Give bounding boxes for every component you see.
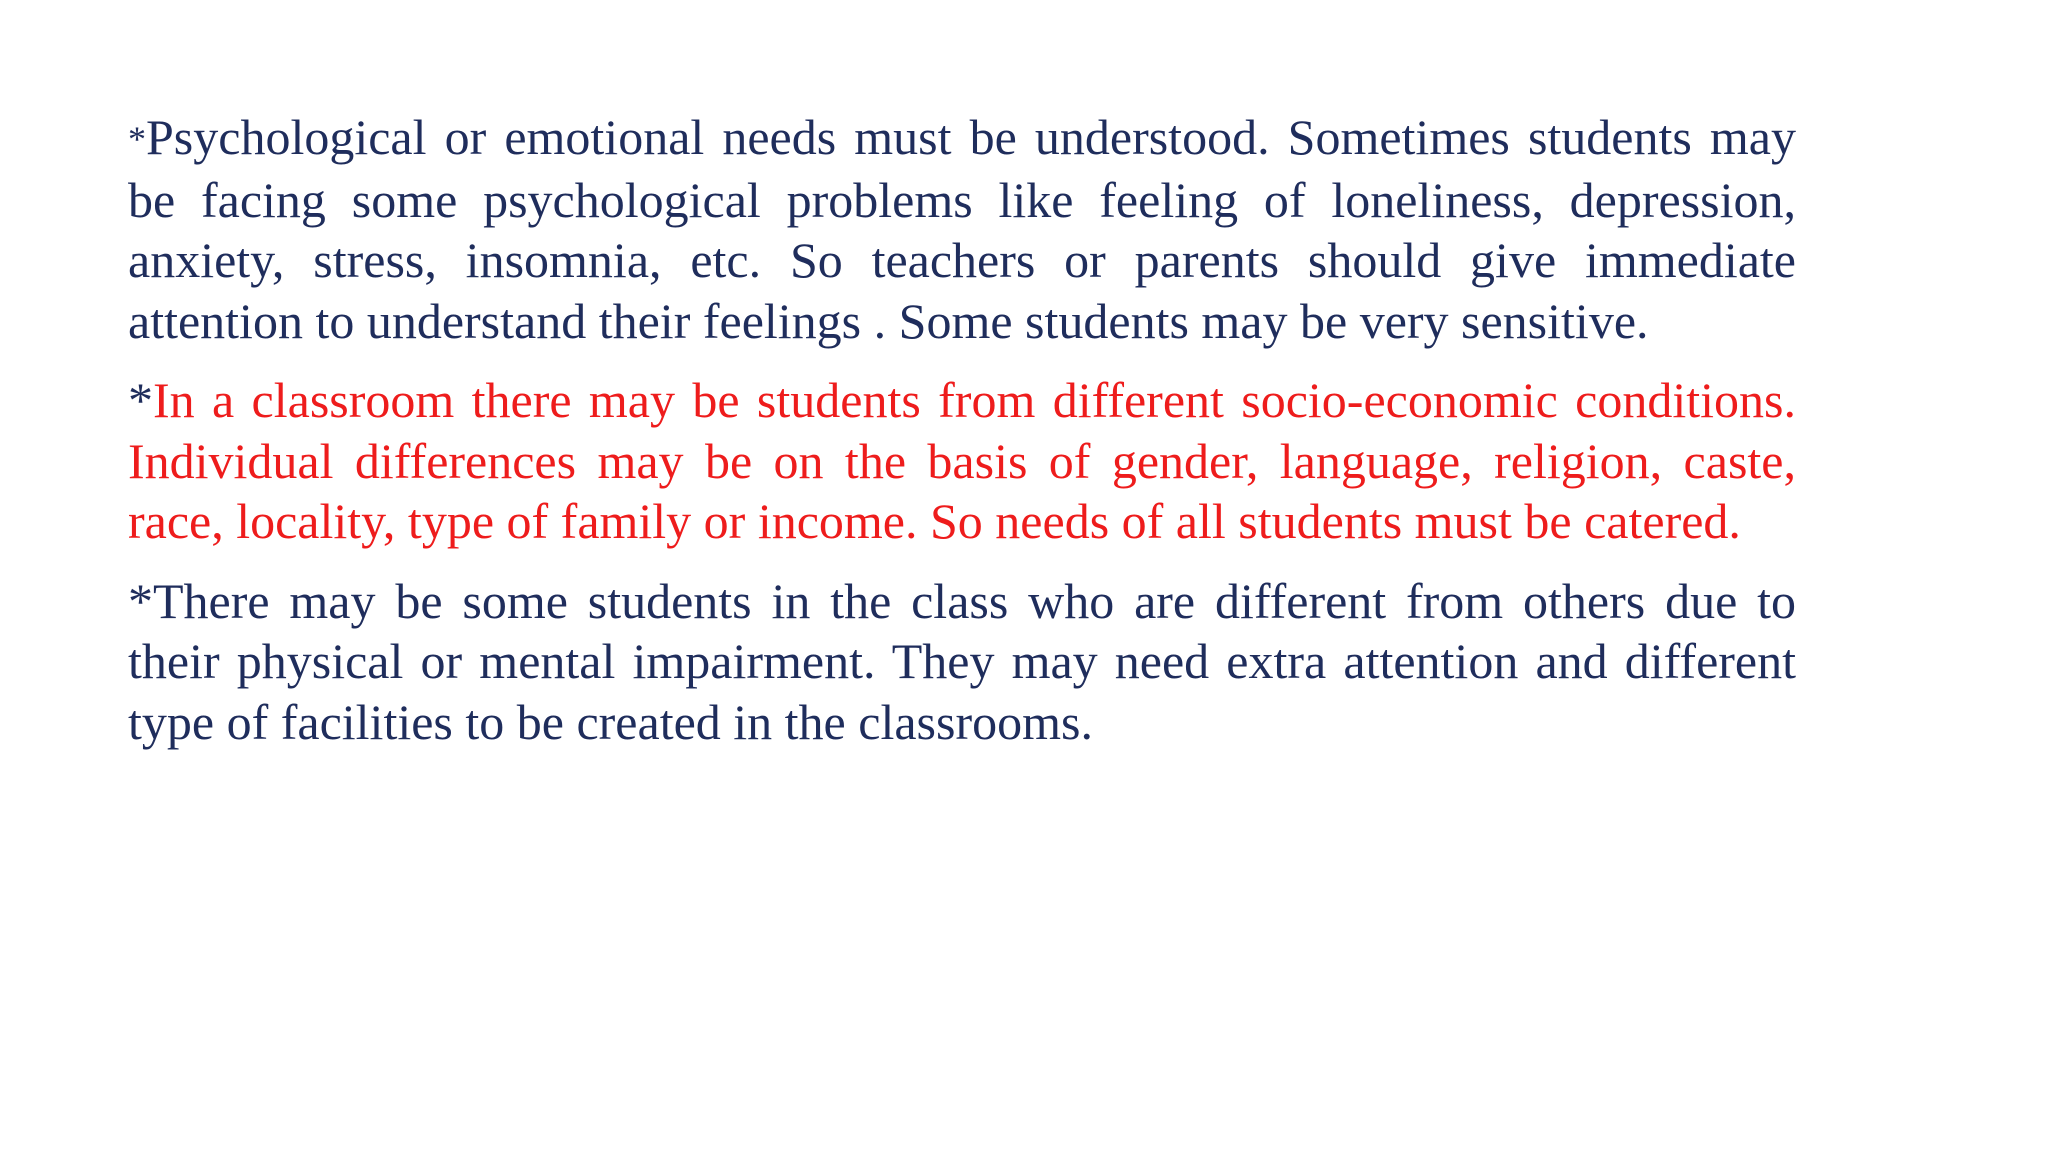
slide-body xyxy=(128,107,1796,771)
paragraph-psychological-needs xyxy=(128,107,1796,351)
bullet-star: * xyxy=(128,572,153,629)
bullet-star: * xyxy=(128,372,153,428)
paragraph-text: There may be some students in the class who are different from others due to their physical or mental impairment. They may need extra attention and different type of facilities to be created in the classrooms. xyxy=(128,572,1796,750)
paragraph-socio-economic xyxy=(128,370,1796,552)
bullet-star: * xyxy=(128,119,146,159)
paragraph-text: Psychological or emotional needs must be understood. Sometimes students may be facing some psychological problems like feeling of loneliness, depression, anxiety, stress, insomnia, etc. So teachers or parents should give immediate attention to understand their feelings . Some students may be very sensitive. xyxy=(128,109,1796,349)
paragraph-impairment xyxy=(128,571,1796,753)
paragraph-text: In a classroom there may be students from different socio-economic conditions. Individual differences may be on the basis of gender, language, religion, caste, race, locality, type of family or income. So needs of all students must be catered. xyxy=(128,372,1796,549)
